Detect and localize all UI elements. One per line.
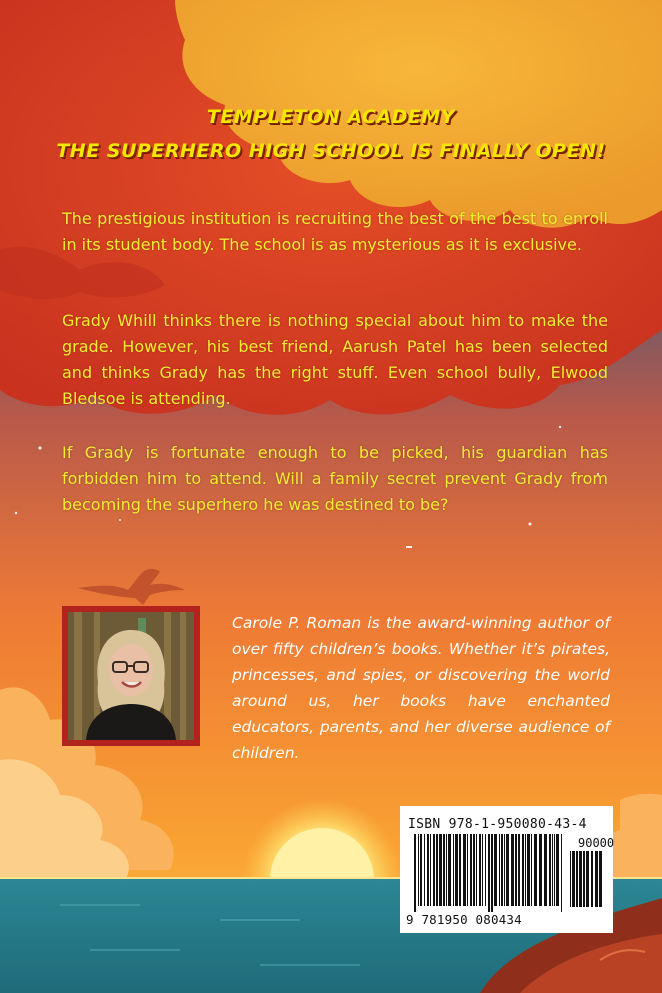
isbn-barcode bbox=[400, 806, 613, 933]
headline-line-1: TEMPLETON ACADEMY bbox=[206, 106, 456, 128]
author-portrait-image bbox=[68, 612, 194, 740]
barcode-bars bbox=[414, 834, 564, 912]
author-bio: Carole P. Roman is the award-winning author of over fifty children’s books. Whether it’s pirates, princesses, and spies, or discovering the world around us, her books have enchanted educators, parents, and her diverse audience of children. bbox=[232, 614, 610, 762]
isbn-label: ISBN 978-1-950080-43-4 bbox=[408, 817, 587, 832]
price-barcode-bars bbox=[570, 851, 606, 913]
barcode-digits: 9 781950 080434 bbox=[406, 912, 522, 927]
blurb-paragraph-2: Grady Whill thinks there is nothing special about him to make the grade. However, his best friend, Aarush Patel has been selected and thinks Grady has the right stuff. Even school bully, Elwood Bledsoe is attending. bbox=[62, 311, 608, 408]
blurb-paragraph-1: The prestigious institution is recruiting the best of the best to enroll in its student body. The school is as mysterious as it is exclusive. bbox=[62, 209, 608, 254]
blurb-paragraph-3: If Grady is fortunate enough to be picked, his guardian has forbidden him to attend. Will a family secret prevent Grady from becoming the superhero he was destined to be? bbox=[62, 443, 608, 514]
price-code: 90000 bbox=[578, 836, 615, 850]
author-photo bbox=[62, 606, 200, 746]
headline-line-2: THE SUPERHERO HIGH SCHOOL IS FINALLY OPEN! bbox=[56, 140, 606, 162]
